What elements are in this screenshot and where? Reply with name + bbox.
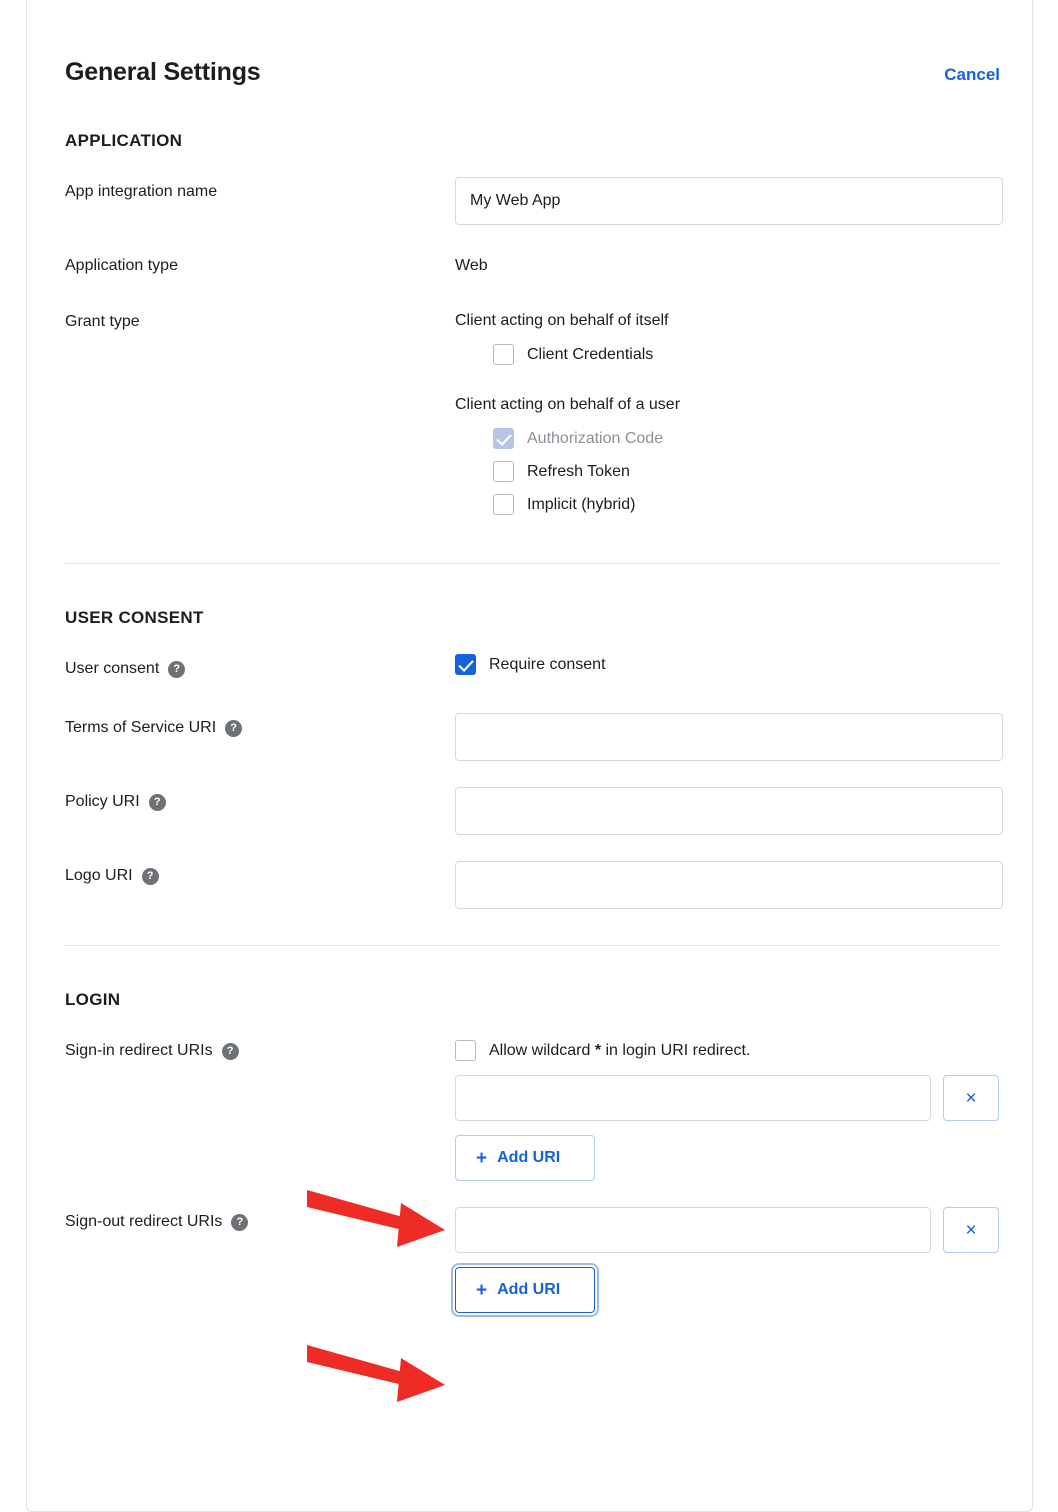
signout-uri-row xyxy=(455,1207,1000,1253)
client-credentials-label: Client Credentials xyxy=(527,345,654,363)
remove-signout-uri-button[interactable]: × xyxy=(943,1207,999,1253)
field-user-consent xyxy=(65,654,1000,687)
checkbox-row-refresh-token[interactable] xyxy=(493,461,1000,482)
label-terms-of-service-uri: Terms of Service URI xyxy=(65,719,217,736)
add-signin-uri-label: Add URI xyxy=(497,1149,561,1166)
client-credentials-checkbox[interactable] xyxy=(493,344,514,365)
implicit-hybrid-label: Implicit (hybrid) xyxy=(527,495,636,513)
checkbox-row-require-consent[interactable] xyxy=(455,654,1000,675)
label-policy-uri: Policy URI xyxy=(65,793,140,810)
require-consent-checkbox[interactable] xyxy=(455,654,476,675)
section-heading-login: LOGIN xyxy=(65,990,121,1009)
field-policy-uri xyxy=(65,787,1000,835)
help-icon[interactable]: ? xyxy=(222,1043,239,1060)
signout-redirect-uri-input[interactable] xyxy=(455,1207,931,1253)
plus-icon: + xyxy=(476,1279,488,1301)
refresh-token-label: Refresh Token xyxy=(527,462,630,480)
checkbox-row-authorization-code[interactable] xyxy=(493,428,1000,449)
label-application-type: Application type xyxy=(65,257,178,274)
refresh-token-checkbox[interactable] xyxy=(493,461,514,482)
label-user-consent: User consent xyxy=(65,660,160,677)
field-application-type xyxy=(65,251,1000,281)
field-terms-of-service-uri xyxy=(65,713,1000,761)
section-heading-user-consent: USER CONSENT xyxy=(65,608,204,627)
cancel-button[interactable]: Cancel xyxy=(944,65,1000,84)
allow-wildcard-label-post: in login URI redirect. xyxy=(601,1041,751,1059)
plus-icon: + xyxy=(476,1147,488,1169)
allow-wildcard-label xyxy=(489,1042,750,1060)
application-type-value: Web xyxy=(455,257,488,274)
allow-wildcard-checkbox[interactable] xyxy=(455,1040,476,1061)
label-grant-type: Grant type xyxy=(65,313,140,330)
checkbox-row-allow-wildcard[interactable] xyxy=(455,1036,1000,1061)
remove-signin-uri-button[interactable]: × xyxy=(943,1075,999,1121)
policy-uri-input[interactable] xyxy=(455,787,1003,835)
add-signin-uri-button[interactable] xyxy=(455,1135,595,1181)
general-settings-card xyxy=(26,0,1033,1512)
authorization-code-label: Authorization Code xyxy=(527,429,664,447)
divider-application xyxy=(65,563,1000,564)
implicit-hybrid-checkbox[interactable] xyxy=(493,494,514,515)
field-signin-redirect-uris xyxy=(65,1036,1000,1181)
help-icon[interactable]: ? xyxy=(142,868,159,885)
help-icon[interactable]: ? xyxy=(231,1214,248,1231)
label-app-integration-name: App integration name xyxy=(65,183,218,200)
grant-group-label-self: Client acting on behalf of itself xyxy=(455,312,669,329)
help-icon[interactable]: ? xyxy=(149,794,166,811)
allow-wildcard-label-pre: Allow wildcard xyxy=(489,1041,595,1059)
checkbox-row-implicit-hybrid[interactable] xyxy=(493,494,1000,515)
field-logo-uri xyxy=(65,861,1000,909)
checkbox-row-client-credentials[interactable] xyxy=(493,344,1000,365)
label-signout-redirect-uris: Sign-out redirect URIs xyxy=(65,1213,223,1230)
field-app-integration-name xyxy=(65,177,1000,225)
divider-user-consent xyxy=(65,945,1000,946)
page-title: General Settings xyxy=(65,58,261,86)
field-grant-type xyxy=(65,307,1000,527)
require-consent-label: Require consent xyxy=(489,655,606,673)
card-header xyxy=(65,58,1000,87)
grant-group-label-user: Client acting on behalf of a user xyxy=(455,396,681,413)
add-signout-uri-button[interactable] xyxy=(455,1267,595,1313)
app-integration-name-input[interactable] xyxy=(455,177,1003,225)
section-heading-application: APPLICATION xyxy=(65,131,183,150)
add-signout-uri-label: Add URI xyxy=(497,1281,561,1298)
field-signout-redirect-uris xyxy=(65,1207,1000,1313)
help-icon[interactable]: ? xyxy=(168,661,185,678)
authorization-code-checkbox xyxy=(493,428,514,449)
logo-uri-input[interactable] xyxy=(455,861,1003,909)
allow-wildcard-star: * xyxy=(594,1041,602,1059)
signin-redirect-uri-input[interactable] xyxy=(455,1075,931,1121)
terms-of-service-uri-input[interactable] xyxy=(455,713,1003,761)
help-icon[interactable]: ? xyxy=(225,720,242,737)
label-logo-uri: Logo URI xyxy=(65,867,133,884)
label-signin-redirect-uris: Sign-in redirect URIs xyxy=(65,1042,213,1059)
signin-uri-row xyxy=(455,1075,1000,1121)
